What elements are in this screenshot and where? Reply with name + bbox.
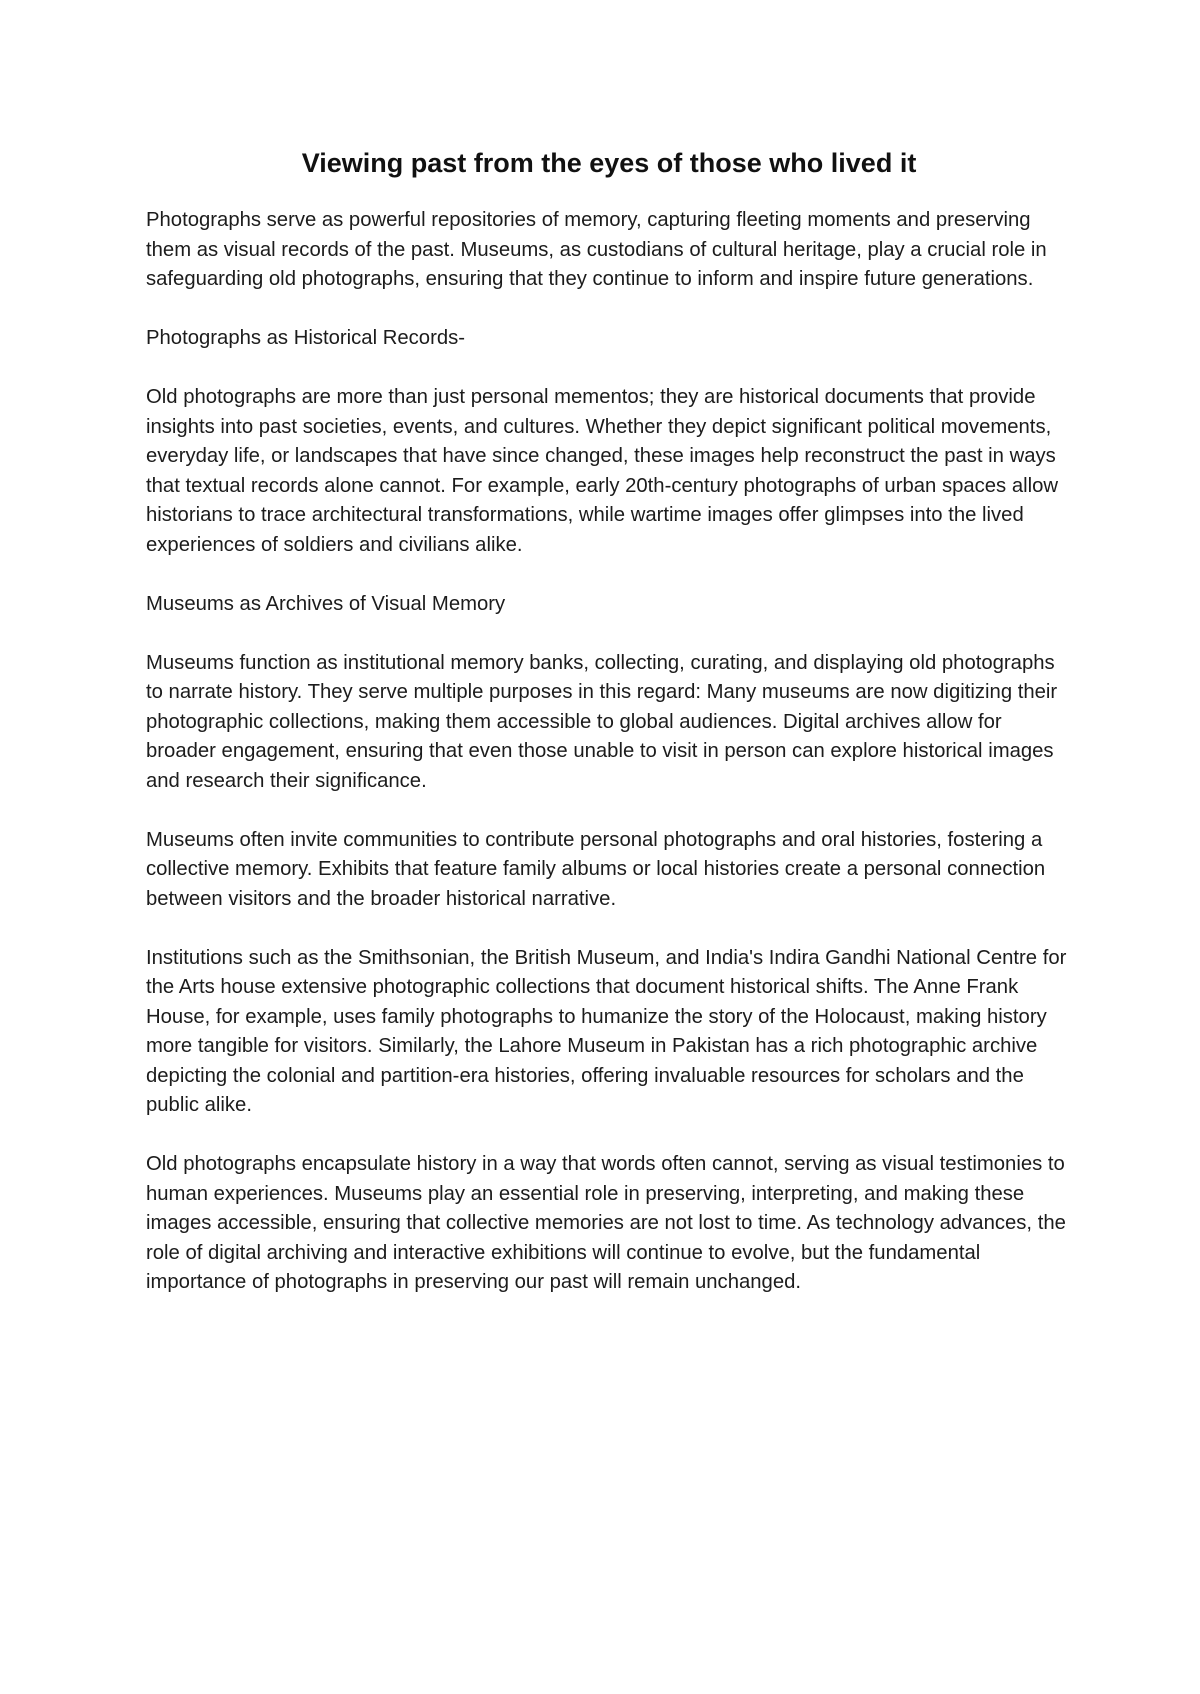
conclusion-paragraph: Old photographs encapsulate history in a way that words often cannot, serving as visual testimonies to human experiences. Museums play an essential role in preserving, interpreting, and making these images accessible, ensuring that collective memories are not lost to time. As technology advances, the role of digital archiving and interactive exhibitions will continue to evolve, but the fundamental importance of photographs in preserving our past will remain unchanged. <box>146 1153 1066 1293</box>
page-title: Viewing past from the eyes of those who lived it <box>301 148 917 178</box>
section-heading-historical-records: Photographs as Historical Records- <box>146 327 466 349</box>
digitization-paragraph: Museums function as institutional memory banks, collecting, curating, and displaying old photographs to narrate history. They serve multiple purposes in this regard: Many museums are now digitizing their photographic collections, making them accessible to global audiences. Digital archives allow for broader engagement, ensuring that even those unable to visit in person can explore historical images and research their significance. <box>146 651 1058 792</box>
section-heading-visual-memory: Museums as Archives of Visual Memory <box>146 592 506 615</box>
institutions-paragraph: Institutions such as the Smithsonian, the British Museum, and India's Indira Gandhi National Centre for the Arts house extensive photographic collections that document historical shifts. The Anne Frank House, for example, uses family photographs to humanize the story of the Holocaust, making history more tangible for visitors. Similarly, the Lahore Museum in Pakistan has a rich photographic archive depicting the colonial and partition-era histories, offering invaluable resources for scholars and the public alike. <box>146 946 1067 1116</box>
intro-paragraph: Photographs serve as powerful repositories of memory, capturing fleeting moments and preserving them as visual records of the past. Museums, as custodians of cultural heritage, play a crucial role in safeguarding old photographs, ensuring that they continue to inform and inspire future generations. <box>146 209 1047 290</box>
historical-records-paragraph: Old photographs are more than just personal mementos; they are historical documents that provide insights into past societies, events, and cultures. Whether they depict significant political movements, everyday life, or landscapes that have since changed, these images help reconstruct the past in ways that textual records alone cannot. For example, early 20th-century photographs of urban spaces allow historians to trace architectural transformations, while wartime images offer glimpses into the lived experiences of soldiers and civilians alike. <box>146 386 1059 556</box>
document-body <box>146 146 1072 1327</box>
community-paragraph: Museums often invite communities to contribute personal photographs and oral histories, fostering a collective memory. Exhibits that feature family albums or local histories create a personal connection between visitors and the broader historical narrative. <box>146 828 1046 910</box>
